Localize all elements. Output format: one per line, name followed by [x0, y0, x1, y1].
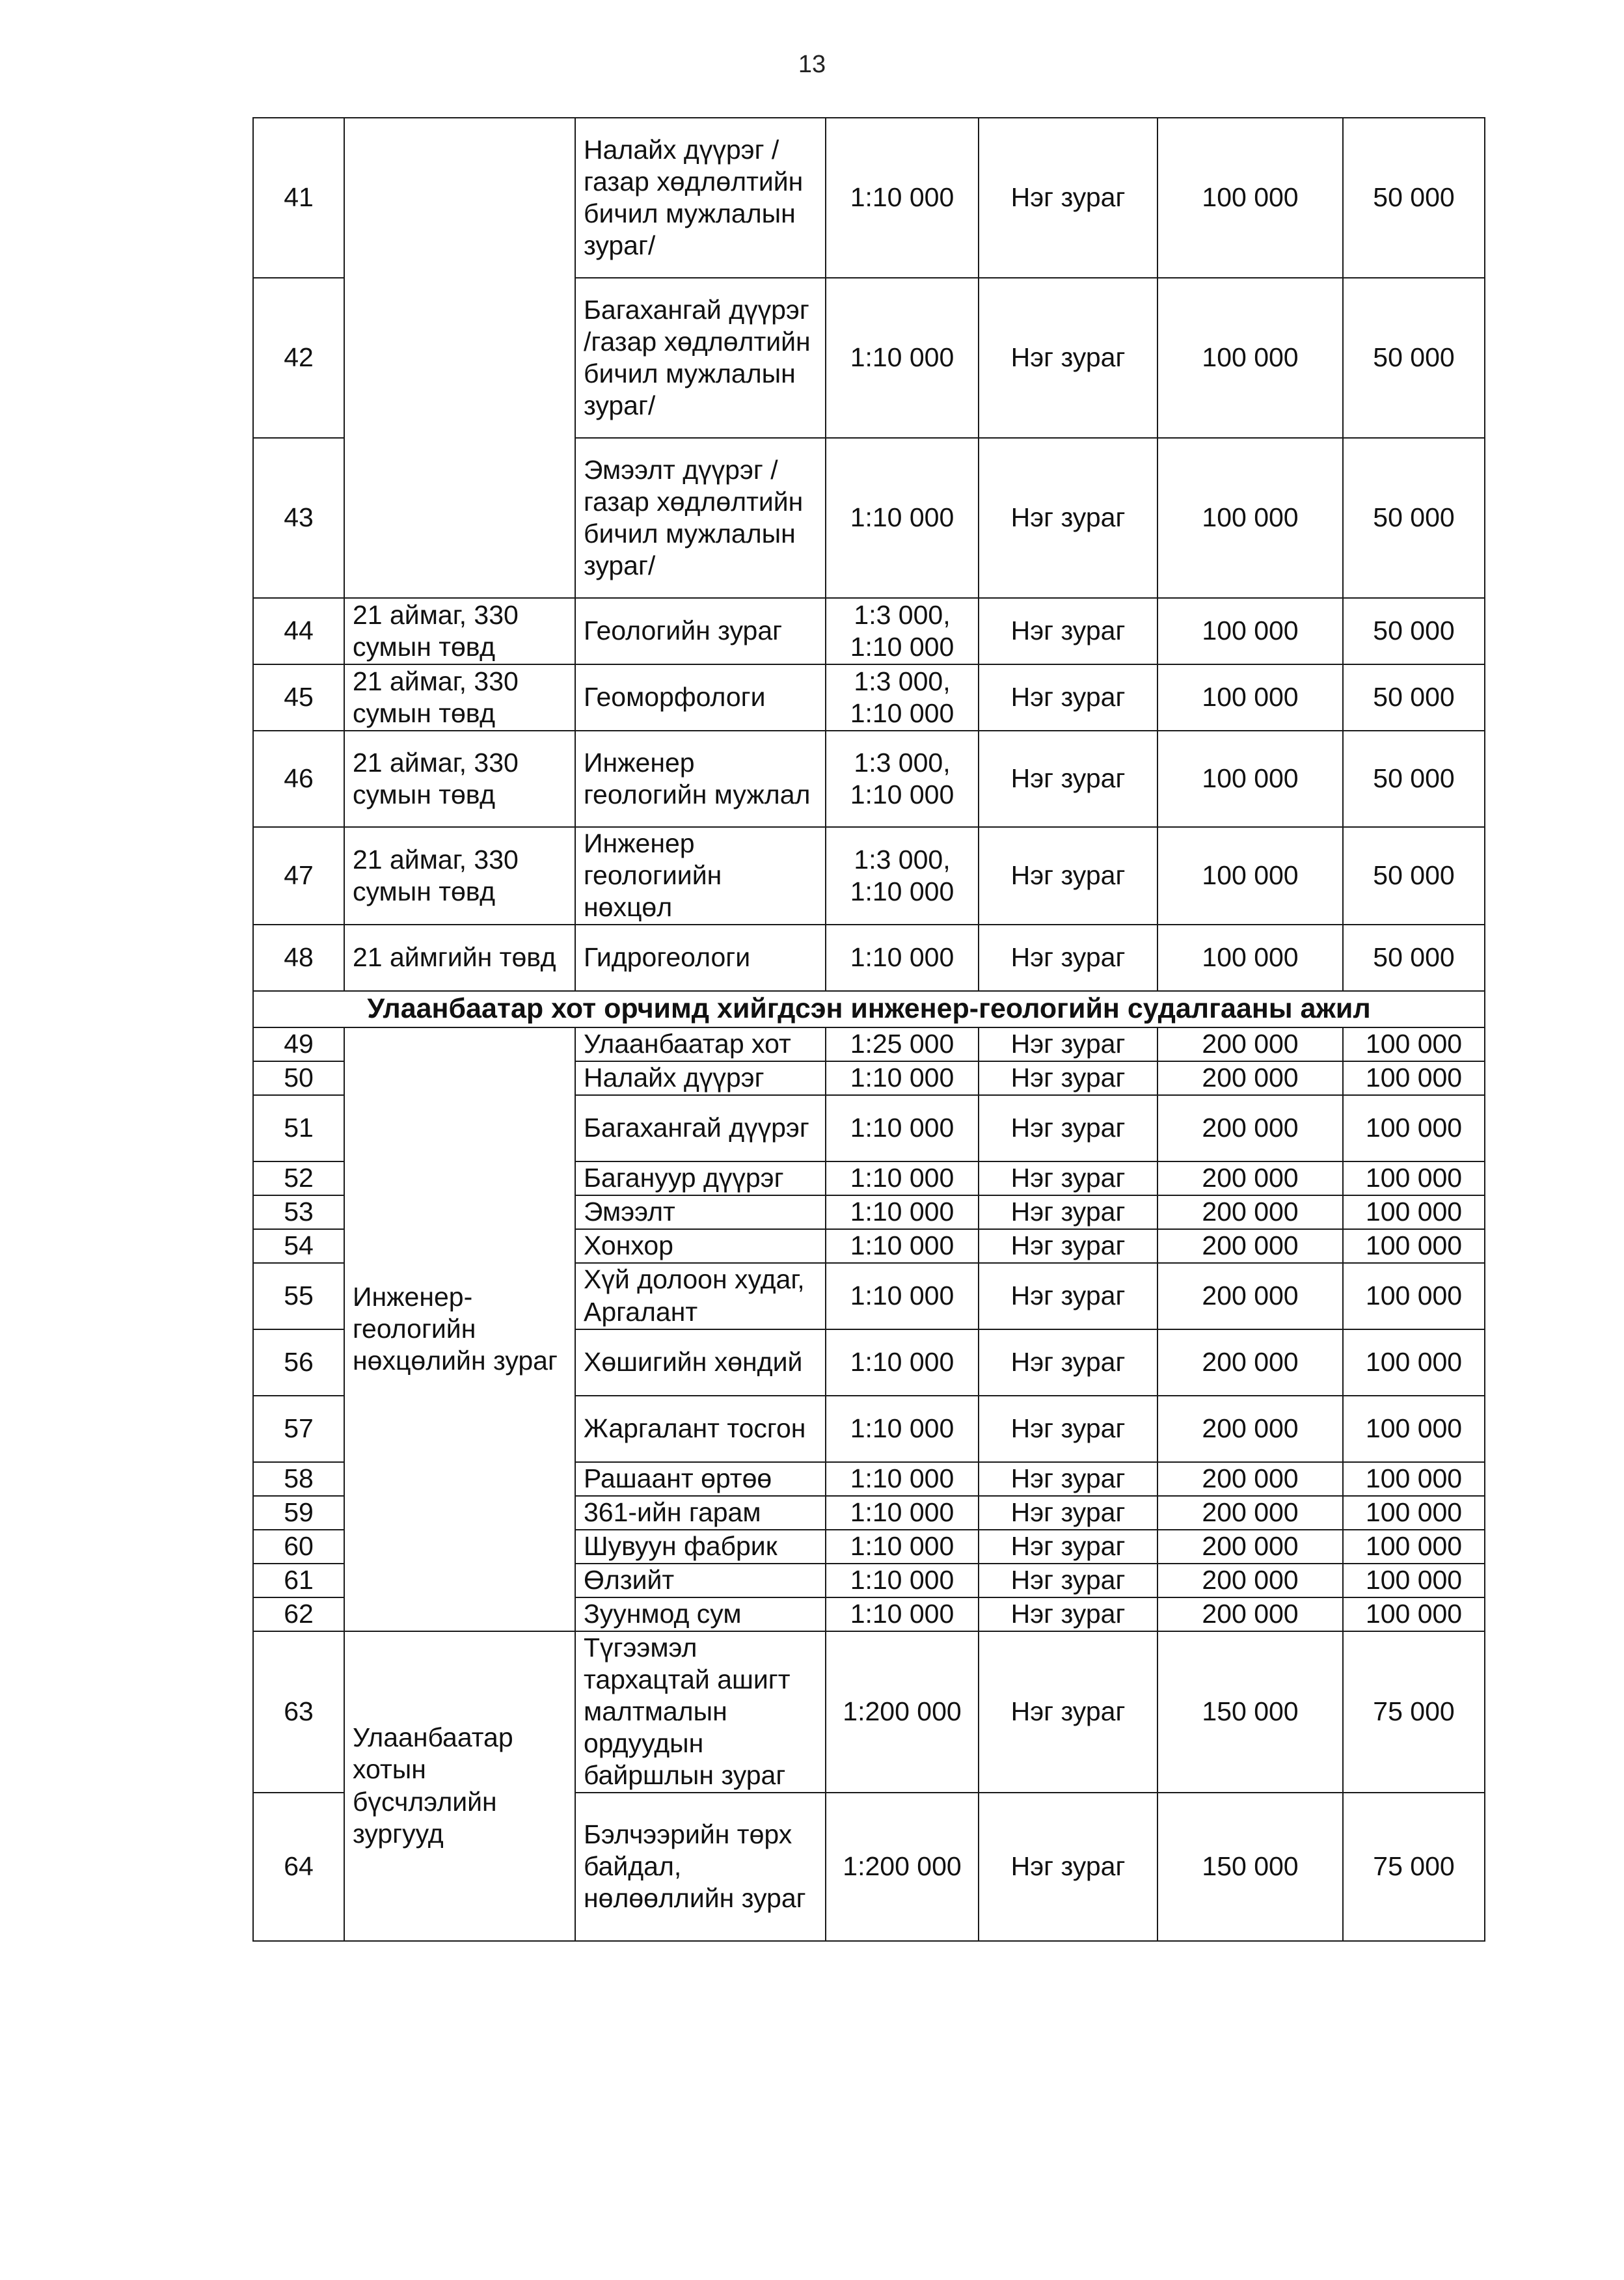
map-price: 200 000 — [1157, 1462, 1343, 1496]
map-price: 200 000 — [1157, 1195, 1343, 1229]
row-number: 58 — [253, 1462, 344, 1496]
map-scale: 1:3 000, 1:10 000 — [826, 664, 979, 731]
map-fee: 100 000 — [1343, 1496, 1485, 1530]
map-name: Инженер геологийн мужлал — [575, 731, 826, 827]
map-scale: 1:200 000 — [826, 1631, 979, 1793]
map-fee: 100 000 — [1343, 1263, 1485, 1329]
map-price: 100 000 — [1157, 664, 1343, 731]
map-scale: 1:200 000 — [826, 1793, 979, 1941]
page-number: 13 — [798, 51, 826, 78]
map-scale: 1:10 000 — [826, 1263, 979, 1329]
map-fee: 100 000 — [1343, 1396, 1485, 1462]
table-row — [253, 1631, 1485, 1793]
map-unit: Нэг зураг — [979, 1564, 1157, 1597]
map-unit: Нэг зураг — [979, 1027, 1157, 1061]
map-name: Шувуун фабрик — [575, 1530, 826, 1564]
map-unit: Нэг зураг — [979, 925, 1157, 991]
section-title: Улаанбаатар хот орчимд хийгдсэн инженер-геологийн судалгааны ажил — [253, 991, 1485, 1027]
map-fee: 100 000 — [1343, 1564, 1485, 1597]
map-fee: 50 000 — [1343, 664, 1485, 731]
map-scale: 1:10 000 — [826, 1195, 979, 1229]
map-price: 200 000 — [1157, 1027, 1343, 1061]
map-name: Улаанбаатар хот — [575, 1027, 826, 1061]
row-number: 41 — [253, 118, 344, 278]
map-name: Бэлчээрийн төрх байдал, нөлөөллийн зураг — [575, 1793, 826, 1941]
row-number: 52 — [253, 1161, 344, 1195]
map-name: Геологийн зураг — [575, 598, 826, 664]
row-number: 47 — [253, 827, 344, 925]
map-unit: Нэг зураг — [979, 664, 1157, 731]
price-table — [252, 117, 1485, 1942]
row-number: 46 — [253, 731, 344, 827]
map-fee: 50 000 — [1343, 278, 1485, 438]
map-price: 200 000 — [1157, 1496, 1343, 1530]
area-cell: 21 аймгийн төвд — [344, 925, 575, 991]
map-fee: 100 000 — [1343, 1061, 1485, 1095]
row-number: 59 — [253, 1496, 344, 1530]
table-row — [253, 1027, 1485, 1061]
row-number: 57 — [253, 1396, 344, 1462]
table-row — [253, 598, 1485, 664]
map-price: 100 000 — [1157, 598, 1343, 664]
map-price: 200 000 — [1157, 1396, 1343, 1462]
map-price: 100 000 — [1157, 118, 1343, 278]
map-price: 200 000 — [1157, 1564, 1343, 1597]
map-unit: Нэг зураг — [979, 1229, 1157, 1263]
map-scale: 1:10 000 — [826, 1564, 979, 1597]
group-label-engineering: Инженер-геологийн нөхцөлийн зураг — [344, 1027, 575, 1631]
map-name: Жаргалант тосгон — [575, 1396, 826, 1462]
row-number: 44 — [253, 598, 344, 664]
map-name: Эмээлт дүүрэг /газар хөдлөлтийн бичил мужлалын зураг/ — [575, 438, 826, 598]
map-price: 200 000 — [1157, 1061, 1343, 1095]
map-name: Хонхор — [575, 1229, 826, 1263]
map-unit: Нэг зураг — [979, 438, 1157, 598]
map-price: 200 000 — [1157, 1161, 1343, 1195]
map-unit: Нэг зураг — [979, 1631, 1157, 1793]
row-number: 55 — [253, 1263, 344, 1329]
map-name: Рашаант өртөө — [575, 1462, 826, 1496]
map-name: Налайх дүүрэг — [575, 1061, 826, 1095]
map-fee: 50 000 — [1343, 438, 1485, 598]
map-price: 100 000 — [1157, 278, 1343, 438]
map-name: Зуунмод сум — [575, 1597, 826, 1631]
map-fee: 50 000 — [1343, 731, 1485, 827]
map-name: Түгээмэл тархацтай ашигт малтмалын ордуудын байршлын зураг — [575, 1631, 826, 1793]
map-name: Геоморфологи — [575, 664, 826, 731]
map-scale: 1:10 000 — [826, 278, 979, 438]
area-cell: 21 аймаг, 330 сумын төвд — [344, 731, 575, 827]
map-price: 100 000 — [1157, 438, 1343, 598]
map-price: 200 000 — [1157, 1229, 1343, 1263]
row-number: 61 — [253, 1564, 344, 1597]
map-scale: 1:25 000 — [826, 1027, 979, 1061]
table-row — [253, 827, 1485, 925]
map-fee: 100 000 — [1343, 1462, 1485, 1496]
map-scale: 1:10 000 — [826, 1496, 979, 1530]
map-fee: 100 000 — [1343, 1597, 1485, 1631]
map-scale: 1:10 000 — [826, 1597, 979, 1631]
map-fee: 100 000 — [1343, 1329, 1485, 1396]
map-scale: 1:3 000, 1:10 000 — [826, 731, 979, 827]
map-scale: 1:10 000 — [826, 1396, 979, 1462]
area-cell-empty — [344, 118, 575, 598]
map-fee: 50 000 — [1343, 925, 1485, 991]
map-price: 100 000 — [1157, 827, 1343, 925]
row-number: 54 — [253, 1229, 344, 1263]
map-price: 150 000 — [1157, 1793, 1343, 1941]
group-label-zoning: Улаанбаатар хотын бүсчлэлийн зургууд — [344, 1631, 575, 1941]
row-number: 63 — [253, 1631, 344, 1793]
map-unit: Нэг зураг — [979, 1195, 1157, 1229]
map-scale: 1:3 000, 1:10 000 — [826, 598, 979, 664]
section-heading-row — [253, 991, 1485, 1027]
row-number: 45 — [253, 664, 344, 731]
map-fee: 75 000 — [1343, 1631, 1485, 1793]
map-name: Өлзийт — [575, 1564, 826, 1597]
map-name: Гидрогеологи — [575, 925, 826, 991]
map-unit: Нэг зураг — [979, 1597, 1157, 1631]
area-cell: 21 аймаг, 330 сумын төвд — [344, 598, 575, 664]
map-scale: 1:10 000 — [826, 438, 979, 598]
row-number: 62 — [253, 1597, 344, 1631]
map-unit: Нэг зураг — [979, 1095, 1157, 1161]
map-name: Налайх дүүрэг /газар хөдлөлтийн бичил мужлалын зураг/ — [575, 118, 826, 278]
map-fee: 100 000 — [1343, 1530, 1485, 1564]
map-price: 100 000 — [1157, 731, 1343, 827]
map-fee: 100 000 — [1343, 1161, 1485, 1195]
map-fee: 100 000 — [1343, 1195, 1485, 1229]
map-scale: 1:10 000 — [826, 1161, 979, 1195]
map-name: Эмээлт — [575, 1195, 826, 1229]
map-unit: Нэг зураг — [979, 1793, 1157, 1941]
table-row — [253, 118, 1485, 278]
map-unit: Нэг зураг — [979, 1329, 1157, 1396]
map-fee: 50 000 — [1343, 827, 1485, 925]
map-name: Багахангай дүүрэг /газар хөдлөлтийн бичил мужлалын зураг/ — [575, 278, 826, 438]
map-scale: 1:10 000 — [826, 1095, 979, 1161]
map-price: 100 000 — [1157, 925, 1343, 991]
map-fee: 50 000 — [1343, 598, 1485, 664]
map-name: Хөшигийн хөндий — [575, 1329, 826, 1396]
map-price: 200 000 — [1157, 1329, 1343, 1396]
map-unit: Нэг зураг — [979, 1530, 1157, 1564]
map-name: 361-ийн гарам — [575, 1496, 826, 1530]
map-price: 200 000 — [1157, 1095, 1343, 1161]
map-fee: 75 000 — [1343, 1793, 1485, 1941]
map-unit: Нэг зураг — [979, 1496, 1157, 1530]
map-fee: 100 000 — [1343, 1229, 1485, 1263]
row-number: 51 — [253, 1095, 344, 1161]
map-unit: Нэг зураг — [979, 1462, 1157, 1496]
table-row — [253, 731, 1485, 827]
map-name: Инженер геологиийн нөхцөл — [575, 827, 826, 925]
row-number: 60 — [253, 1530, 344, 1564]
map-scale: 1:10 000 — [826, 1530, 979, 1564]
map-unit: Нэг зураг — [979, 1161, 1157, 1195]
area-cell: 21 аймаг, 330 сумын төвд — [344, 664, 575, 731]
map-price: 200 000 — [1157, 1597, 1343, 1631]
map-scale: 1:10 000 — [826, 1462, 979, 1496]
row-number: 53 — [253, 1195, 344, 1229]
map-scale: 1:3 000, 1:10 000 — [826, 827, 979, 925]
row-number: 56 — [253, 1329, 344, 1396]
map-name: Хүй долоон худаг, Аргалант — [575, 1263, 826, 1329]
map-unit: Нэг зураг — [979, 1396, 1157, 1462]
map-scale: 1:10 000 — [826, 1061, 979, 1095]
map-unit: Нэг зураг — [979, 278, 1157, 438]
map-fee: 100 000 — [1343, 1027, 1485, 1061]
map-price: 150 000 — [1157, 1631, 1343, 1793]
map-scale: 1:10 000 — [826, 1229, 979, 1263]
row-number: 50 — [253, 1061, 344, 1095]
table-row — [253, 664, 1485, 731]
map-scale: 1:10 000 — [826, 118, 979, 278]
row-number: 48 — [253, 925, 344, 991]
map-unit: Нэг зураг — [979, 1263, 1157, 1329]
map-unit: Нэг зураг — [979, 118, 1157, 278]
map-price: 200 000 — [1157, 1263, 1343, 1329]
row-number: 42 — [253, 278, 344, 438]
map-unit: Нэг зураг — [979, 1061, 1157, 1095]
map-unit: Нэг зураг — [979, 827, 1157, 925]
map-name: Багахангай дүүрэг — [575, 1095, 826, 1161]
area-cell: 21 аймаг, 330 сумын төвд — [344, 827, 575, 925]
map-name: Багануур дүүрэг — [575, 1161, 826, 1195]
map-unit: Нэг зураг — [979, 598, 1157, 664]
row-number: 49 — [253, 1027, 344, 1061]
map-scale: 1:10 000 — [826, 925, 979, 991]
table-row — [253, 925, 1485, 991]
map-scale: 1:10 000 — [826, 1329, 979, 1396]
map-fee: 50 000 — [1343, 118, 1485, 278]
map-unit: Нэг зураг — [979, 731, 1157, 827]
row-number: 43 — [253, 438, 344, 598]
map-price: 200 000 — [1157, 1530, 1343, 1564]
row-number: 64 — [253, 1793, 344, 1941]
map-fee: 100 000 — [1343, 1095, 1485, 1161]
